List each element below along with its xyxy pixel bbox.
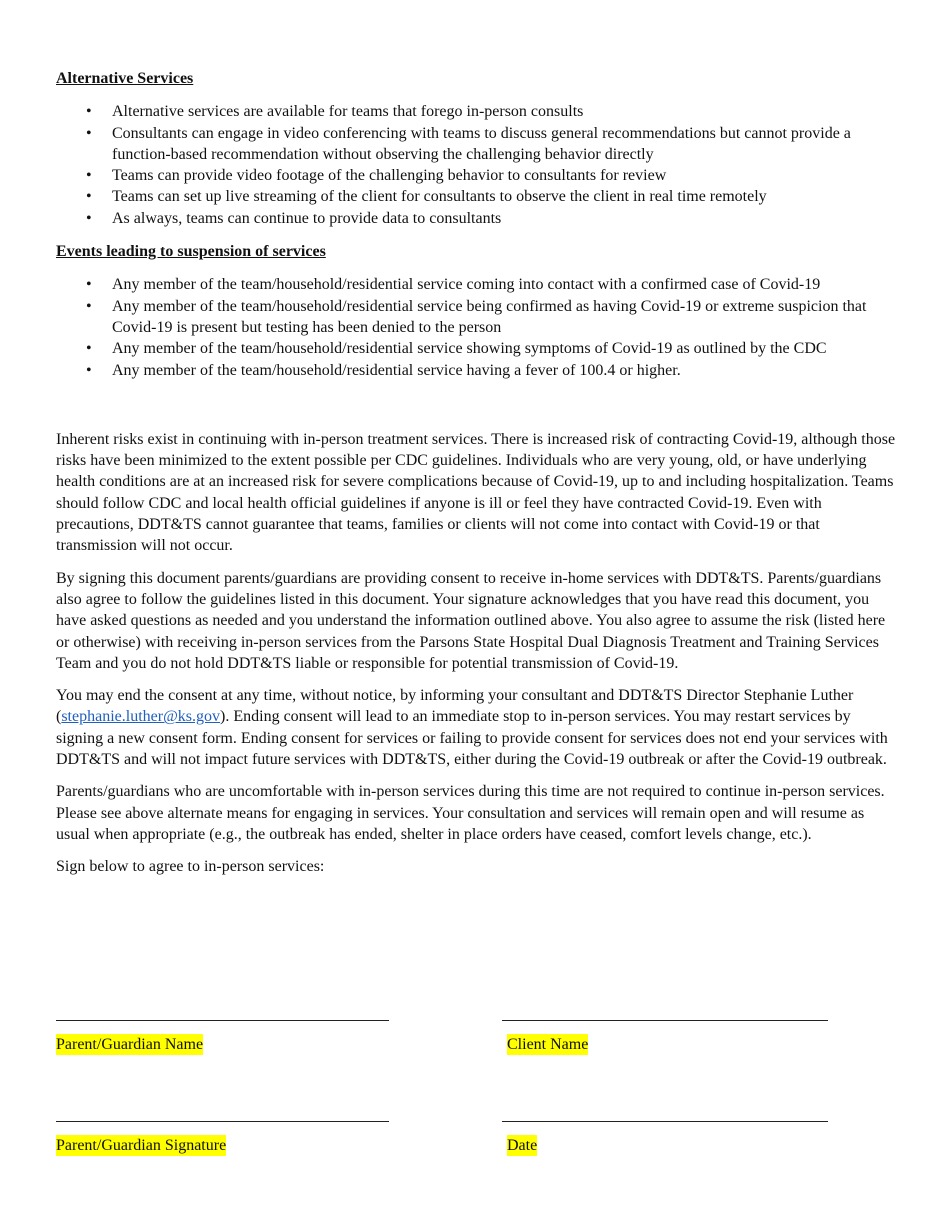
end-consent-text-before: You may end the consent at any time, without notice, by informing your consultant and DDT&TS Director Stephanie Luther ( <box>56 687 854 726</box>
risks-paragraph: Inherent risks exist in continuing with in-person treatment services. There is increased risk of contracting Covid-19, although those risks have been minimized to the extent possible per CDC guidelines. Individuals who are very young, old, or have underlying health conditions are at an increased risk for severe complications because of Covid-19, up to and including hospitalization. Teams should follow CDC and local health official guidelines if anyone is ill or feel they have contracted Covid-19. Even with precautions, DDT&TS cannot guarantee that teams, families or clients will not come into contact with Covid-19 or that transmission will not occur. <box>56 430 896 555</box>
end-consent-text-after: ). Ending consent will lead to an immediate stop to in-person services. You may restart services by signing a new consent form. Ending consent for services or failing to provide consent for services does not end your services with DDT&TS and will not impact future services with DDT&TS, either during the Covid-19 outbreak or after the Covid-19 outbreak. <box>56 708 888 769</box>
list-item: • Consultants can engage in video conferencing with teams to discuss general recommendations but cannot provide a function-based recommendation without observing the challenging behavior directly <box>56 123 896 166</box>
document-page <box>56 68 896 889</box>
date-line[interactable] <box>502 1121 828 1122</box>
alternative-services-heading: Alternative Services <box>56 70 194 87</box>
end-consent-paragraph <box>56 685 896 770</box>
client-name-label: Client Name <box>507 1036 589 1053</box>
director-email-link[interactable]: stephanie.luther@ks.gov <box>61 708 221 726</box>
list-item: • Any member of the team/household/residential service showing symptoms of Covid-19 as outlined by the CDC <box>56 338 896 359</box>
suspension-list <box>56 274 896 380</box>
guardian-signature-label: Parent/Guardian Signature <box>56 1137 227 1154</box>
list-item: • Alternative services are available for teams that forego in-person consults <box>56 101 896 122</box>
client-name-line[interactable] <box>502 1020 828 1021</box>
list-item: • Teams can set up live streaming of the client for consultants to observe the client in real time remotely <box>56 186 896 207</box>
uncomfortable-paragraph: Parents/guardians who are uncomfortable with in-person services during this time are not required to continue in-person services. Please see above alternate means for engaging in services. Your consultation and services will remain open and will resume as usual when appropriate (e.g., the outbreak has ended, shelter in place orders have ceased, comfort levels change, etc.). <box>56 783 885 843</box>
list-item: • Any member of the team/household/residential service having a fever of 100.4 or higher. <box>56 360 896 381</box>
consent-paragraph: By signing this document parents/guardians are providing consent to receive in-home services with DDT&TS. Parents/guardians also agree to follow the guidelines listed in this document. Your signature acknowledges that you have read this document, you have asked questions as needed and you understand the information outlined above. You also agree to assume the risk (listed here or otherwise) with receiving in-person services from the Parsons State Hospital Dual Diagnosis Treatment and Training Services Team and you do not hold DDT&TS liable or responsible for potential transmission of Covid-19. <box>56 569 886 672</box>
guardian-signature-line[interactable] <box>56 1121 389 1122</box>
date-label: Date <box>507 1137 538 1154</box>
sign-prompt: Sign below to agree to in-person services: <box>56 858 325 876</box>
guardian-name-label: Parent/Guardian Name <box>56 1036 204 1053</box>
list-item: • Any member of the team/household/residential service coming into contact with a confirmed case of Covid-19 <box>56 274 896 295</box>
list-item: • Any member of the team/household/residential service being confirmed as having Covid-19 or extreme suspicion that Covid-19 is present but testing has been denied to the person <box>56 296 896 339</box>
suspension-heading: Events leading to suspension of services <box>56 243 326 261</box>
list-item: • As always, teams can continue to provide data to consultants <box>56 208 896 229</box>
list-item: • Teams can provide video footage of the challenging behavior to consultants for review <box>56 165 896 186</box>
alternative-services-list <box>56 101 896 229</box>
guardian-name-line[interactable] <box>56 1020 389 1021</box>
